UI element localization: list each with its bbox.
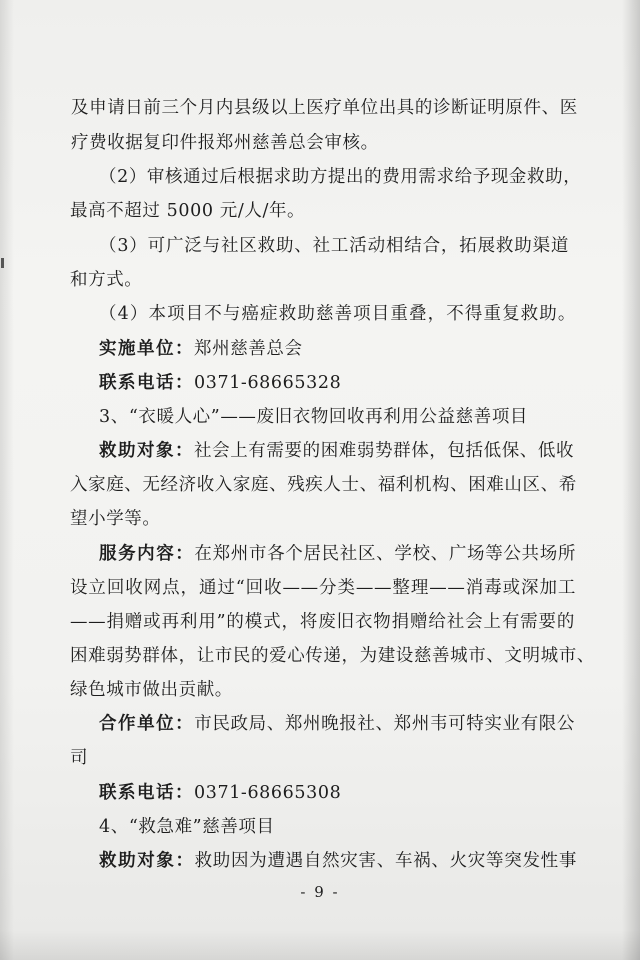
body-line: 入家庭、无经济收入家庭、残疾人士、福利机构、困难山区、希 — [70, 475, 577, 495]
body-line: 设立回收网点，通过“回收——分类——整理——消毒或深加工 — [70, 578, 576, 598]
field-label: 联系电话： — [99, 783, 194, 803]
body-line: （4）本项目不与癌症救助慈善项目重叠，不得重复救助。 — [99, 304, 576, 324]
section-heading: 4、“救急难”慈善项目 — [99, 817, 275, 837]
page-bottom-shadow — [0, 930, 640, 960]
body-line: （2）审核通过后根据求助方提出的费用需求给予现金救助， — [99, 167, 582, 187]
assistance-target-line — [99, 439, 574, 463]
field-label: 救助对象： — [99, 441, 194, 461]
body-line: 及申请日前三个月内县级以上医疗单位出具的诊断证明原件、医 — [71, 98, 578, 118]
contact-phone-line — [99, 371, 341, 395]
implementing-unit-line — [99, 337, 303, 361]
page-edge-mark — [1, 258, 4, 268]
body-line: ——捐赠或再利用”的模式，将废旧衣物捐赠给社会上有需要的 — [70, 612, 575, 632]
service-content-line — [99, 542, 576, 566]
field-label: 救助对象： — [99, 851, 195, 871]
field-value: 市民政局、郑州晚报社、郑州韦可特实业有限公 — [194, 714, 575, 734]
field-label: 服务内容： — [99, 544, 195, 564]
body-line: 司 — [70, 748, 89, 768]
body-line: （3）可广泛与社区救助、社工活动相结合，拓展救助渠道 — [99, 236, 569, 256]
page-number: - 9 - — [300, 883, 340, 901]
body-line: 和方式。 — [70, 270, 143, 290]
assistance-target-line — [99, 849, 577, 873]
section-heading: 3、“衣暖人心”——废旧衣物回收再利用公益慈善项目 — [99, 407, 529, 427]
body-line: 困难弱势群体，让市民的爱心传递，为建设慈善城市、文明城市、 — [70, 646, 595, 666]
page-left-shadow — [0, 0, 14, 960]
field-value: 0371-68665328 — [194, 373, 342, 393]
field-value: 郑州慈善总会 — [194, 339, 303, 359]
body-line: 最高不超过 5000 元/人/年。 — [70, 201, 306, 221]
field-value: 社会上有需要的困难弱势群体，包括低保、低收 — [194, 441, 575, 461]
page-right-shadow — [622, 0, 640, 960]
body-line: 望小学等。 — [70, 509, 161, 529]
body-line: 疗费收据复印件报郑州慈善总会审核。 — [71, 133, 379, 153]
field-value: 在郑州市各个居民社区、学校、广场等公共场所 — [194, 544, 577, 564]
field-value: 救助因为遭遇自然灾害、车祸、火灾等突发性事 — [194, 851, 577, 871]
field-label: 合作单位： — [99, 714, 195, 734]
field-value: 0371-68665308 — [194, 783, 342, 803]
partner-unit-line — [99, 712, 575, 736]
field-label: 联系电话： — [99, 373, 194, 393]
field-label: 实施单位： — [99, 339, 194, 359]
body-line: 绿色城市做出贡献。 — [70, 680, 233, 700]
contact-phone-line — [99, 781, 341, 805]
